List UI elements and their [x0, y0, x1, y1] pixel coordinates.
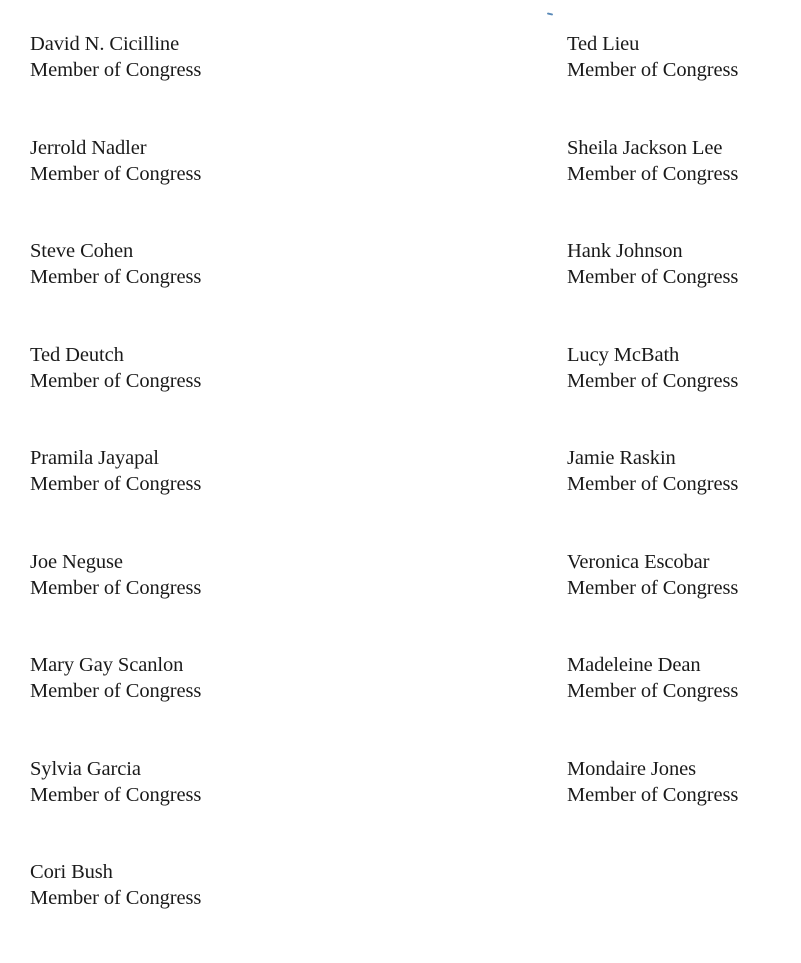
signatory-name: Cori Bush [30, 861, 113, 883]
signatory-name: Ted Deutch [30, 343, 124, 366]
signatory-title: Member of Congress [567, 680, 739, 702]
signatory-block [30, 859, 201, 963]
signatory-title: Member of Congress [30, 473, 202, 495]
signatory-block [30, 238, 201, 342]
signatory-block [567, 549, 738, 653]
signatory-block [30, 549, 201, 653]
signatory-title: Member of Congress [567, 59, 739, 81]
signatory-title: Member of Congress [567, 369, 739, 392]
signatory-title: Member of Congress [30, 783, 202, 806]
signatory-name: Steve Cohen [30, 240, 134, 262]
signatory-name: Jamie Raskin [567, 447, 676, 469]
signatories-right-column [567, 31, 738, 859]
signatory-name: Hank Johnson [567, 240, 683, 262]
signatory-block [567, 342, 738, 446]
signatory-name: Veronica Escobar [567, 550, 710, 573]
signatory-title: Member of Congress [567, 576, 739, 599]
signatory-block [30, 342, 201, 446]
signatory-name: Ted Lieu [567, 33, 640, 55]
signatory-name: Mary Gay Scanlon [30, 654, 184, 676]
signatory-name: Jerrold Nadler [30, 136, 147, 159]
signatory-block [30, 445, 201, 549]
signatory-title: Member of Congress [30, 576, 202, 599]
signatory-title: Member of Congress [30, 59, 202, 81]
signatory-name: Sylvia Garcia [30, 757, 141, 780]
signatory-title: Member of Congress [567, 266, 739, 288]
signatory-name: Pramila Jayapal [30, 447, 159, 469]
signatory-block [30, 31, 201, 135]
signatory-title: Member of Congress [567, 783, 739, 806]
signatory-name: Sheila Jackson Lee [567, 136, 723, 159]
ink-speck [547, 12, 553, 15]
signatory-block [567, 445, 738, 549]
signatory-name: Joe Neguse [30, 550, 123, 573]
signatory-block [567, 31, 738, 135]
signatory-block [567, 238, 738, 342]
signatories-left-column [30, 31, 201, 963]
signatory-block [567, 652, 738, 756]
signatory-block [30, 652, 201, 756]
signatory-title: Member of Congress [30, 680, 202, 702]
signatory-block [567, 756, 738, 860]
signatory-title: Member of Congress [567, 162, 739, 185]
signatory-title: Member of Congress [30, 369, 202, 392]
signatory-block [30, 756, 201, 860]
signatory-block [567, 135, 738, 239]
signatory-title: Member of Congress [30, 162, 202, 185]
signatory-block [30, 135, 201, 239]
signatory-name: David N. Cicilline [30, 33, 180, 55]
signatory-name: Lucy McBath [567, 343, 680, 366]
signatory-title: Member of Congress [567, 473, 739, 495]
signatory-name: Mondaire Jones [567, 757, 696, 780]
signatory-title: Member of Congress [30, 887, 202, 909]
signatory-title: Member of Congress [30, 266, 202, 288]
signatory-name: Madeleine Dean [567, 654, 701, 676]
